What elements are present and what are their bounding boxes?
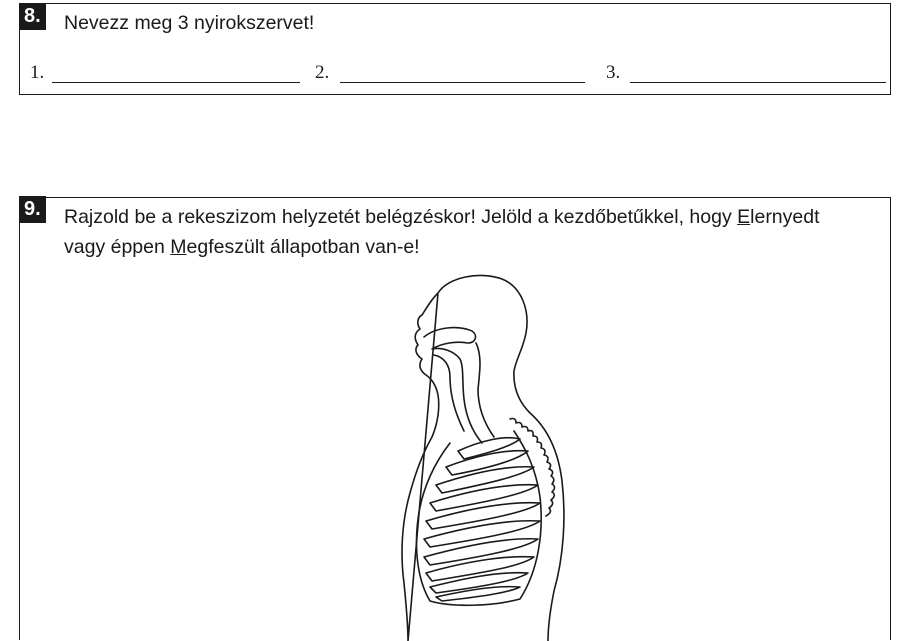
answer-blank-1[interactable] — [52, 82, 300, 83]
task-number-badge: 9. — [19, 196, 46, 223]
answer-row — [30, 56, 886, 86]
task-9-question — [64, 202, 864, 262]
task-number-badge: 8. — [19, 3, 46, 30]
blank-3-label: 3. — [606, 62, 621, 83]
ribs — [424, 438, 540, 601]
task-9-box — [19, 197, 891, 640]
underlined-letter-e: E — [737, 206, 751, 228]
answer-blank-3[interactable] — [630, 82, 886, 83]
answer-blank-2[interactable] — [340, 82, 585, 83]
blank-1-label: 1. — [30, 62, 45, 83]
rib — [436, 587, 520, 601]
question-text: egfeszült állapotban van-e! — [186, 236, 420, 258]
torso-ribcage-drawing[interactable] — [380, 271, 580, 641]
underlined-letter-m: M — [170, 236, 187, 258]
question-text: lernyedt vagy éppen — [64, 206, 820, 258]
task-8-box — [19, 3, 891, 95]
airway-outline — [424, 328, 482, 443]
question-text: Rajzold be a rekeszizom helyzetét belégzéskor! Jelöld a kezdőbetűkkel, hogy — [64, 206, 738, 228]
pharynx-outline — [476, 343, 494, 437]
blank-2-label: 2. — [315, 62, 330, 83]
airway-inner — [434, 355, 464, 431]
task-8-question: Nevezz meg 3 nyirokszervet! — [64, 12, 315, 34]
rib — [458, 438, 520, 459]
